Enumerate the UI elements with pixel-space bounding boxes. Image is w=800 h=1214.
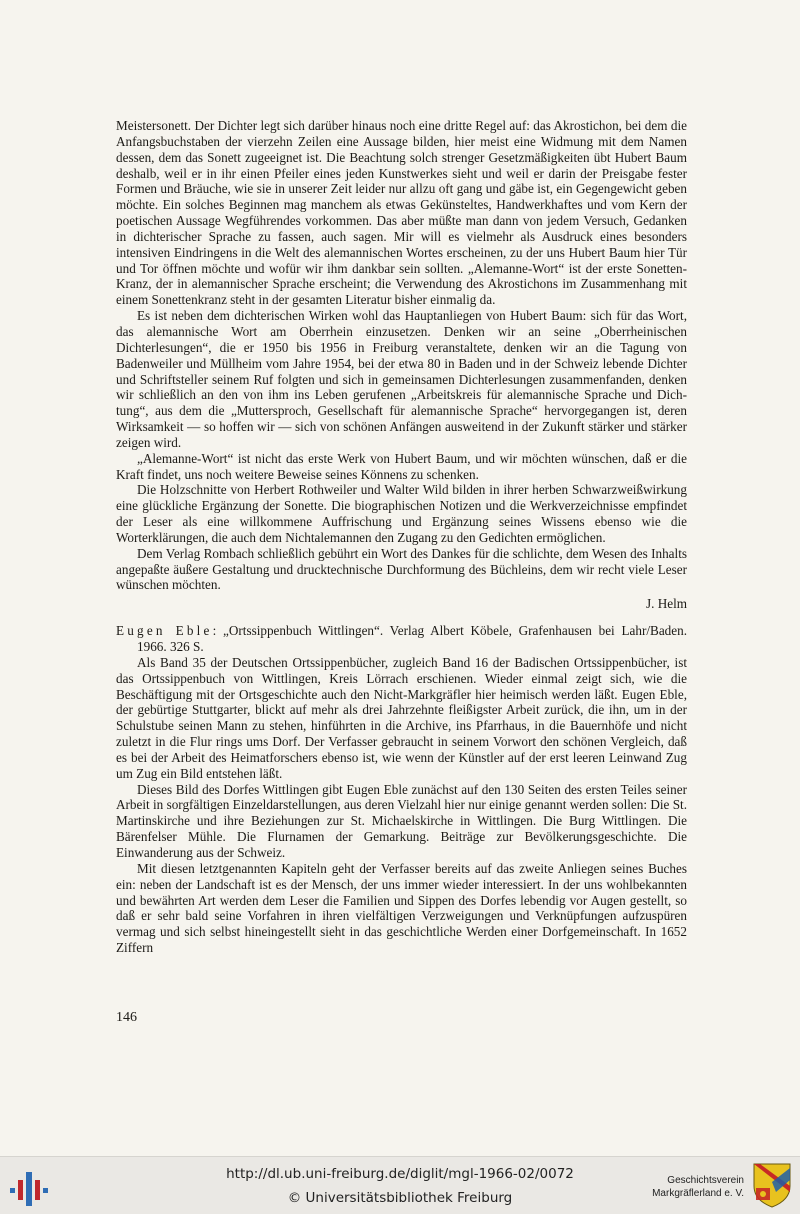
page-number: 146	[116, 1010, 137, 1025]
society-name	[652, 1174, 744, 1200]
review-paragraph-2: Dieses Bild des Dorfes Wittlingen gibt Eugen Eble zunächst auf den 130 Seiten des ersten Teiles seiner Arbeit in sorgfältigen Einzeldarstellungen, aus deren Vielzahl hier nur einige genannt werden sollen: Die St. Martinskirche und ihre Beziehungen zur St. Michaelskirche in Wittlingen. Die Burg Wittlingen. Die Bärenfelser Mühle. Die Flurnamen der Gemarkung. Beiträge zur Bevölkerungsgeschichte. Die Einwanderung aus der Schweiz.	[116, 781, 687, 860]
article-paragraph-1: Meistersonett. Der Dichter legt sich darüber hinaus noch eine dritte Regel auf: das Akrostichon, bei dem die Anfangsbuchstaben der vierzehn Zeilen eine Aussage bilden, hier meist eine Widmung mit dem Namen dessen, dem das Sonett zugeeignet ist. Die Beachtung solch strenger Gesetzmäßigkeiten übt Hubert Baum deshalb, weil er in ihr einen Pfeiler eines jeden Kunstwerkes sieht und weil er darin der Preisgabe fester Formen und Bräuche, wie sie in unserer Zeit leider nur allzu oft gang und gäbe ist, ein Gegengewicht geben möchte. Ein solches Beginnen mag manchem als etwas Gekünsteltes, Handwerkhaftes und vom Kern der poetischen Aussage Wegführendes vorkommen. Das aber müßte man dann von jedem Versuch, Gedanken in dichterischer Sprache zu fassen, auch sagen. Mir will es vielmehr als Ausdruck eines besonders intensiven Eindringens in die Welt des alemannischen Wortes erscheinen, zu der uns Hubert Baum hier Tür und Tor öffnen möchte und wofür wir ihm dankbar sein sollten. „Alemanne-Wort“ ist der erste Sonetten-Kranz, der in alemannischer Sprache erscheint; die Verwendung des Akrostichons im Zusammenhang mit einem Sonettenkranz steht in der gesamten Literatur bisher einmalig da.	[116, 118, 687, 308]
article-paragraph-5: Dem Verlag Rombach schließlich gebührt ein Wort des Dankes für die schlichte, dem Wesen des Inhalts angepaßte äußere Gestaltung und drucktechnische Durchformung des Büchleins, dem wir recht viele Leser wünschen möchten.	[116, 545, 687, 593]
page-text	[116, 118, 687, 956]
footer-url-link[interactable]: http://dl.ub.uni-freiburg.de/diglit/mgl-1966-02/0072	[226, 1166, 574, 1182]
footer-copyright: © Universitätsbibliothek Freiburg	[287, 1190, 513, 1206]
article-paragraph-2: Es ist neben dem dichterischen Wirken wohl das Hauptanliegen von Hubert Baum: sich für das Wort, das alemannische Wort am Oberrhein einzusetzen. Denken wir an seine „Oberrheinischen Dichterlesungen“, die er 1950 bis 1956 in Freiburg veranstaltete, denken wir an die Tagung von Badenweiler und Müllheim vom Jahre 1954, bei der etwa 80 in Baden und in der Schweiz lebende Dichter und Schriftsteller seinem Ruf folgten und sich in gemeinsamen Dichterlesungen zusammenfanden, denken wir schließlich an den von ihm ins Leben gerufenen „Arbeitskreis für alemannische Sprache und Dichtung“, aus dem die „Muttersproch, Gesellschaft für alemannische Sprache“ hervorgegangen ist, deren Wirksamkeit — so hoffen wir — sich von schönen Anfängen ausweitend in der Zukunft stärker und stärker zeigen wird.	[116, 308, 687, 450]
article-paragraph-4: Die Holzschnitte von Herbert Rothweiler und Walter Wild bilden in ihrer herben Schwarzweißwirkung eine glückliche Ergänzung der Sonette. Die biographischen Notizen und die Werkverzeichnisse empfindet der Leser als eine willkommene Auffrischung und Ergänzung seines Wissens ebenso wie die Worterklärungen, die auch dem Nichtalemannen den Zugang zu den Gedichten ermöglichen.	[116, 482, 687, 545]
article-signature: J. Helm	[645, 596, 687, 612]
coat-of-arms-icon	[752, 1162, 792, 1208]
article-paragraph-3: „Alemanne-Wort“ ist nicht das erste Werk von Hubert Baum, und wir möchten wünschen, daß er die Kraft findet, uns noch weitere Beweise seines Könnens zu schenken.	[116, 450, 687, 482]
review-heading	[116, 623, 687, 655]
review-citation: : „Ortssippenbuch Wittlingen“. Verlag Albert Köbele, Grafenhausen bei Lahr/Baden. 1966. 326 S.	[137, 623, 688, 654]
review-paragraph-3: Mit diesen letztgenannten Kapiteln geht der Verfasser bereits auf das zweite Anliegen seines Buches ein: neben der Landschaft ist es der Mensch, der uns immer wieder interessiert. In der uns wohlbekannten und bewährten Art werden dem Leser die Familien und Sippen des Dorfes lebendig vor Augen gestellt, so daß er sehr bald seine Vorfahren in ihren vielfältigen Verzweigungen und Verknüpfungen aufzuspüren vermag und sich selbst hineingestellt sieht in das geschichtliche Werden einer Dorfgemeinschaft. In 1652 Ziffern	[116, 860, 687, 956]
review-paragraph-1: Als Band 35 der Deutschen Ortssippenbücher, zugleich Band 16 der Badischen Ortssippenbücher, ist das Ortssippenbuch von Wittlingen, Kreis Lörrach erschienen. Wieder einmal zeigt sich, wie die Beschäftigung mit der Ortsgeschichte auch den Nicht-Markgräfler hier heimisch werden läßt. Eugen Eble, der gebürtige Stuttgarter, blickt auf mehr als drei Jahrzehnte fleißigster Arbeit zurück, die ihn, um in der Schulstube seinen Mann zu stehen, hinführten in die Archive, ins Pfarrhaus, in die Bauernhöfe und nicht zuletzt in die Flur rings ums Dorf. Der Verfasser gebraucht in seinem Vorwort den schönen Vergleich, daß es bei der Arbeit des Heimatforschers ebenso ist, wie wenn der Künstler auf der erst leeren Leinwand Zug um Zug ein Bild entstehen läßt.	[116, 654, 687, 781]
footer-bar	[0, 1156, 800, 1214]
review-author: Eugen Eble	[116, 623, 213, 639]
society-name-line-1: Geschichtsverein	[667, 1175, 744, 1186]
society-name-line-2: Markgräflerland e. V.	[652, 1188, 744, 1199]
